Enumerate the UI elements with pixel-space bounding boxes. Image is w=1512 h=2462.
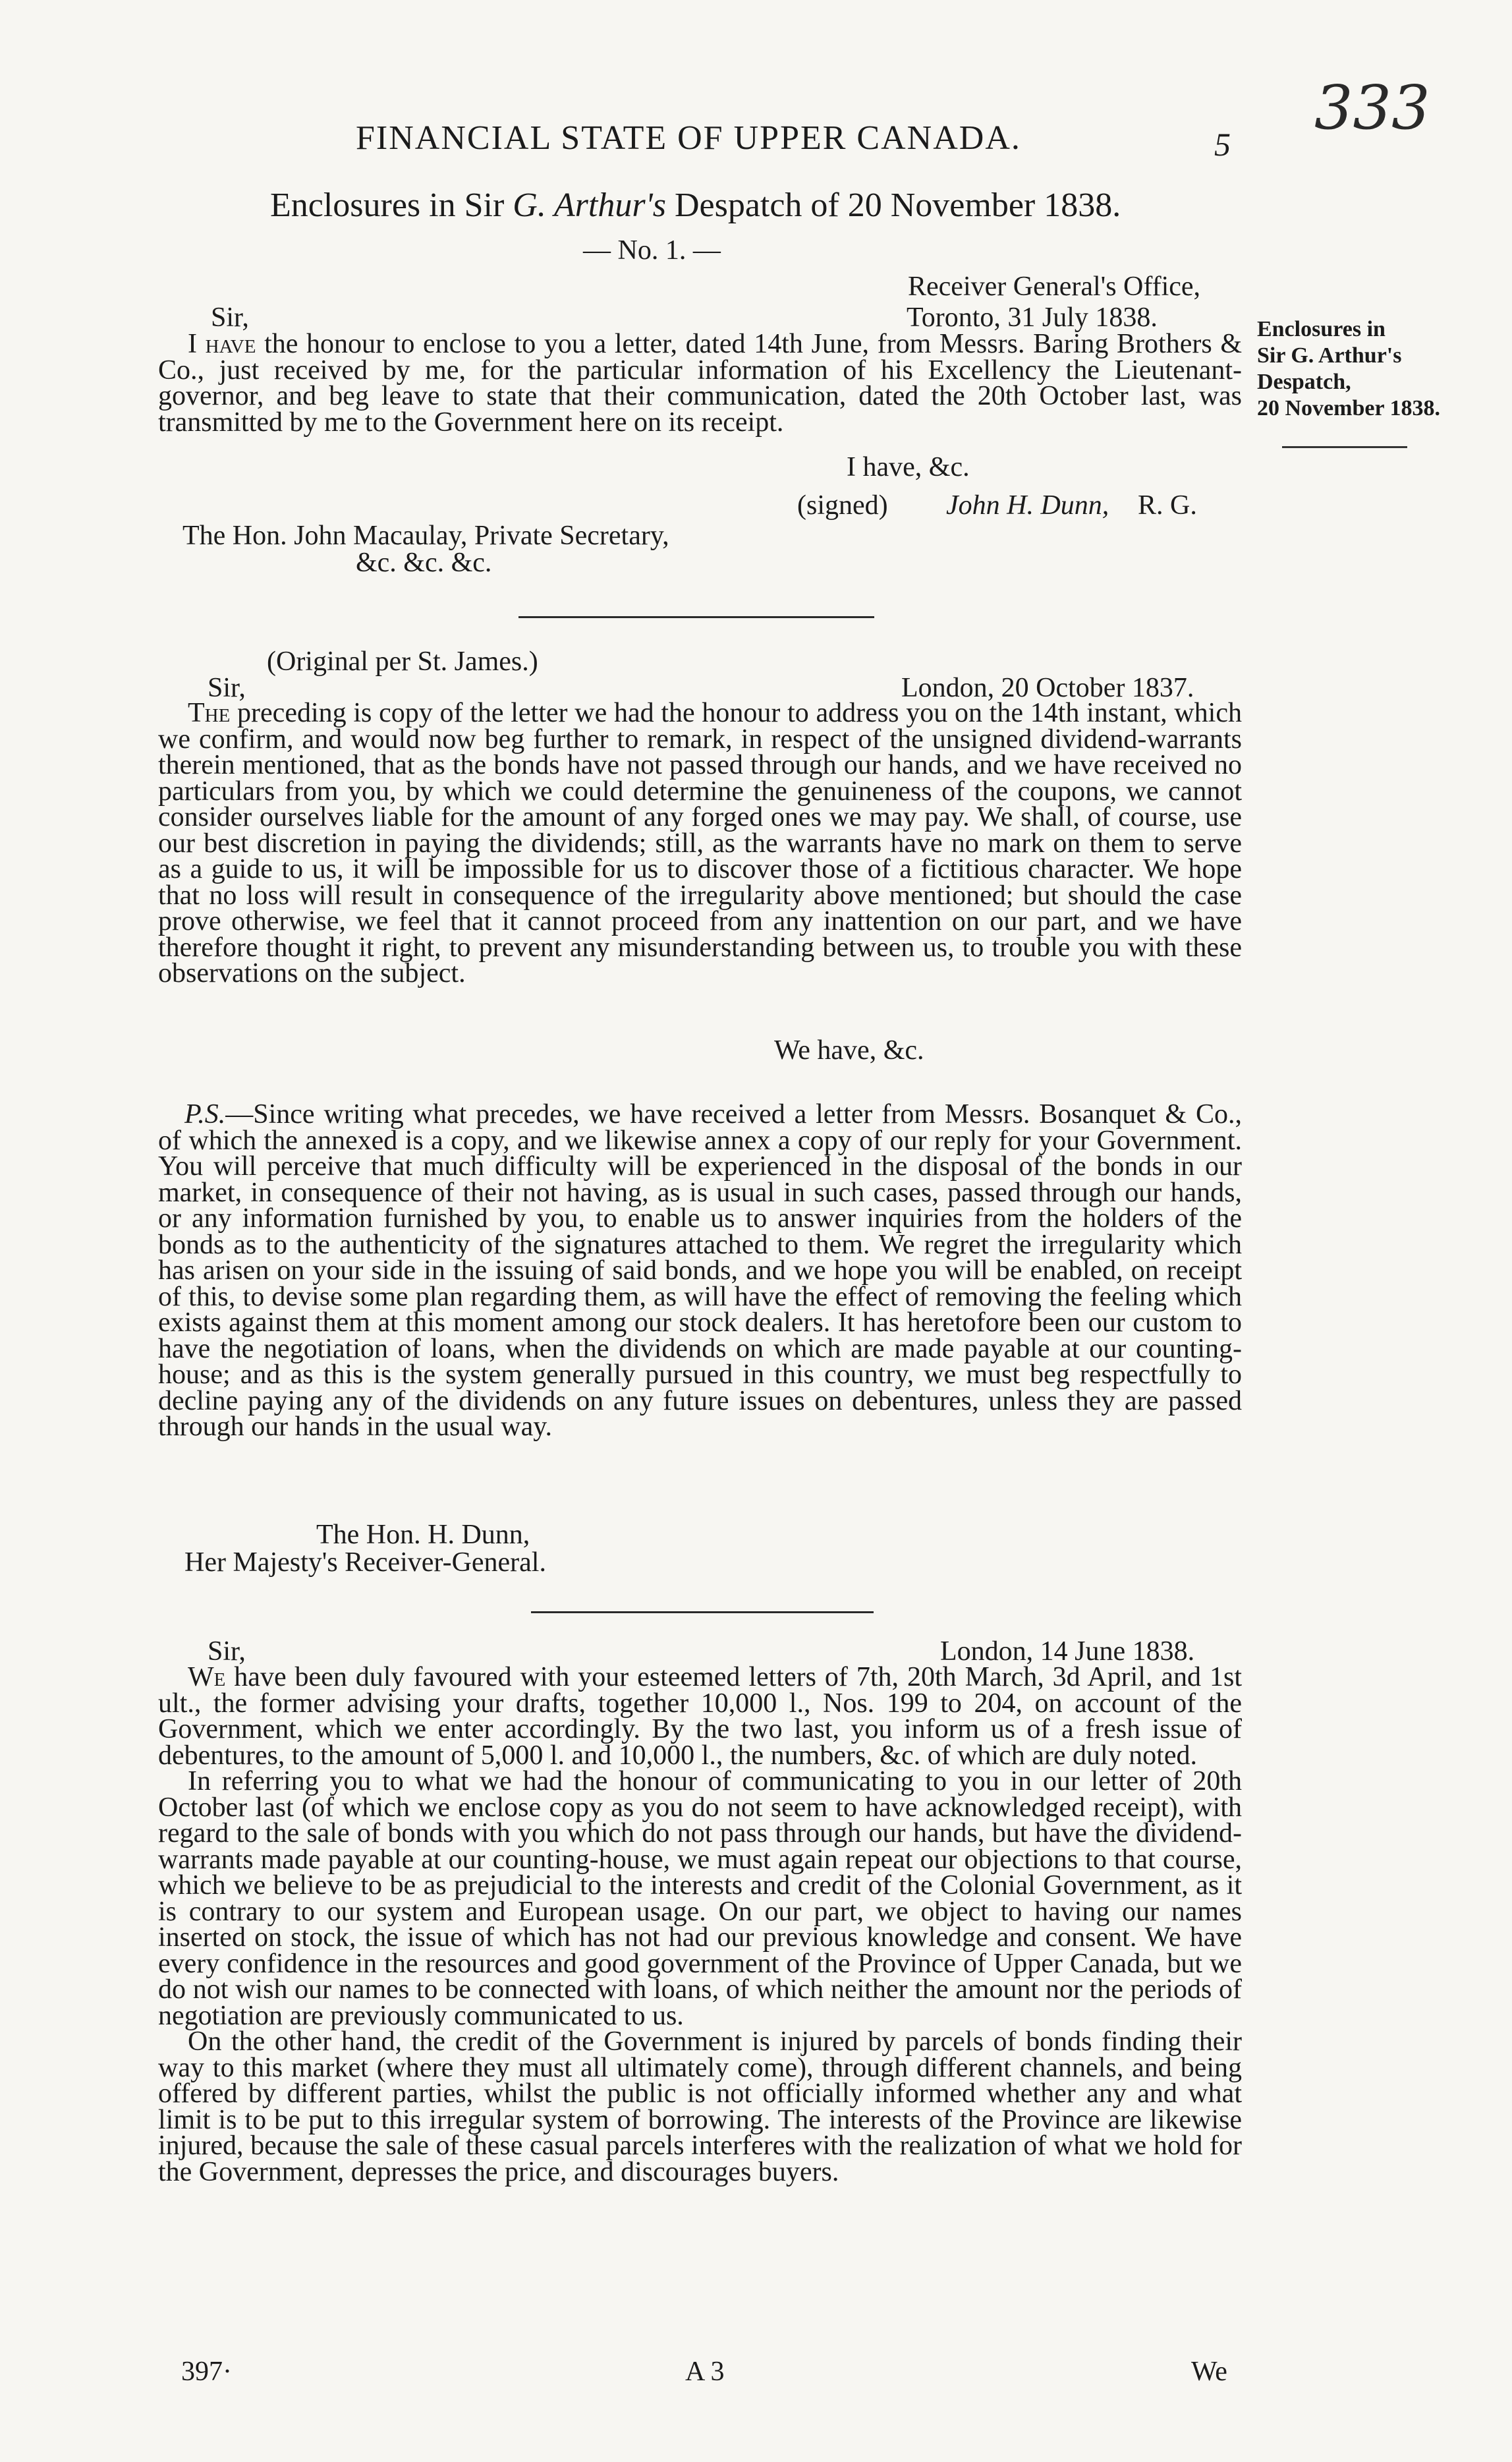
sheet-number: 397·	[181, 2357, 232, 2387]
letter3-paragraph-2: In referring you to what we had the honour of communicating to you in our letter of 20th October last (of which we enclose copy as you do not seem to have acknowledged receipt), with regard to the sale of bonds with you which do not pass through our hands, but have the dividend-warrants made payable at our counting-house, we must again repeat our objections to that course, which we believe to be as prejudicial to the interests and credit of the Colonial Government, as it is contrary to our system and European usage. On our part, we object to having our names inserted on stock, the issue of which has not had our previous knowledge and consent. We have every confidence in the resources and good government of the Province of Upper Canada, but we do not wish our names to be connected with loans, of which neither the amount nor the periods of negotiation are previously communicated to us.	[158, 1766, 1242, 2031]
letter2-addressee-title: Her Majesty's Receiver-General.	[184, 1547, 546, 1578]
letter1-signed-label: (signed)	[797, 490, 888, 521]
letter2-opening: The	[188, 698, 231, 728]
letter2-body-text: preceding is copy of the letter we had the honour to address you on the 14th instant, which we confirm, and would now beg further to remark, in respect of the unsigned dividend-warrants therein mentioned, that as the bonds have not passed through our hands, and we have received no particulars from you, by which we could determine the genuineness of the coupons, we cannot consider ourselves liable for the amount of any forged ones we may pay. We shall, of course, use our best discretion in paying the dividends; still, as the warrants have no mark on them to serve as a guide to us, it will be impossible for us to discover those of a fictitious character. We hope that no loss will result in consequence of the irregularity above mentioned; but should the case prove otherwise, we feel that it cannot proceed from any inattention on our part, and we have therefore thought it right, to prevent any misunderstanding between us, to trouble you with these observations on the subject.	[158, 698, 1242, 988]
signature-mark: A 3	[685, 2357, 725, 2387]
enclosure-number: — No. 1. —	[583, 235, 721, 266]
letter1-addressee: The Hon. John Macaulay, Private Secretary,	[182, 521, 669, 551]
letter1-body	[158, 331, 1242, 436]
enclosure-heading-name: G. Arthur's	[513, 186, 666, 224]
letter2-addressee: The Hon. H. Dunn,	[316, 1520, 530, 1550]
letter3-body	[158, 1662, 1242, 2187]
letter1-office: Receiver General's Office,	[908, 272, 1201, 302]
enclosure-heading-prefix: Enclosures in Sir	[270, 186, 513, 224]
catchword: We	[1191, 2357, 1227, 2387]
page-number: 5	[1214, 126, 1231, 163]
letter2-place-date: London, 20 October 1837.	[901, 673, 1194, 703]
letter2-salutation: Sir,	[208, 673, 246, 703]
margin-note-line: Enclosures in	[1257, 317, 1386, 341]
letter2-body	[158, 698, 1242, 988]
postscript-label: P.S.	[184, 1099, 226, 1130]
letter3-paragraph-3: On the other hand, the credit of the Government is injured by parcels of bonds finding their way to this market (where they must all ultimately come), through different channels, and being offered by different parties, whilst the public is not officially informed whether any and what limit is to be put to this irregular system of borrowing. The interests of the Province are likewise injured, because the sale of these casual parcels interferes with the realization of what we hold for the Government, depresses the price, and discourages buyers.	[158, 2026, 1242, 2187]
postscript-text: —Since writing what precedes, we have received a letter from Messrs. Bosanquet & Co., of which the annexed is a copy, and we likewise annex a copy of our reply for your Government. You will perceive that much difficulty will be experienced in the disposal of the bonds in our market, in consequence of their not having, as is usual in such cases, passed through our hands, or any information furnished by you, to enable us to answer inquiries from the holders of the bonds as to the authenticity of the signatures attached to them. We regret the irregularity which has arisen on your side in the issuing of said bonds, and we hope you will be enabled, on receipt of this, to devise some plan regarding them, as will have the effect of removing the feeling which exists against them at this moment among our stock dealers. It has heretofore been our custom to have the negotiation of loans, when the dividends on which are made payable at our counting-house; and as this is the system generally pursued in this country, we must beg respectfully to decline paying any of the dividends on any future issues on debentures, unless they are passed through our hands in the usual way.	[158, 1099, 1242, 1442]
section-divider	[518, 616, 874, 618]
letter1-body-text: the honour to enclose to you a letter, dated 14th June, from Messrs. Baring Brothers & Co., just received by me, for the particular information of his Excellency the Lieutenant-governor, and beg leave to state that their communication, dated the 20th October last, was transmitted by me to the Government here on its receipt.	[158, 329, 1243, 438]
letter3-paragraph-1: have been duly favoured with your esteemed letters of 7th, 20th March, 3d April, and 1st ult., the former advising your drafts, together 10,000 l., Nos. 199 to 204, on account of the Government, which we enter accordingly. By the two last, you inform us of a fresh issue of debentures, to the amount of 5,000 l. and 10,000 l., the numbers, &c. of which are duly noted.	[158, 1662, 1242, 1771]
margin-note-line: Sir G. Arthur's	[1257, 343, 1402, 368]
letter3-salutation: Sir,	[208, 1636, 246, 1667]
letter1-place-date: Toronto, 31 July 1838.	[907, 302, 1158, 333]
letter1-salutation: Sir,	[211, 302, 249, 333]
letter1-opening: I have	[188, 329, 256, 359]
letter1-closing: I have, &c.	[847, 452, 970, 482]
letter1-signature: John H. Dunn,	[946, 490, 1109, 521]
margin-note-line: 20 November 1838.	[1257, 396, 1440, 420]
folio-number: 333	[1314, 72, 1430, 143]
letter1-addressee-etc: &c. &c. &c.	[356, 548, 492, 578]
letter3-opening: We	[188, 1662, 226, 1692]
letter2-postscript	[158, 1099, 1242, 1442]
letter1-signature-title: R. G.	[1138, 490, 1197, 521]
section-divider	[531, 1611, 874, 1613]
margin-note-rule	[1282, 446, 1407, 448]
margin-note	[1257, 316, 1440, 422]
enclosure-heading-suffix: Despatch of 20 November 1838.	[665, 186, 1121, 224]
letter2-original-note: (Original per St. James.)	[267, 646, 538, 677]
enclosure-heading	[270, 186, 1121, 225]
letter3-place-date: London, 14 June 1838.	[940, 1636, 1195, 1667]
letter2-closing: We have, &c.	[774, 1035, 924, 1066]
margin-note-line: Despatch,	[1257, 370, 1351, 394]
page-title: FINANCIAL STATE OF UPPER CANADA.	[356, 119, 1021, 157]
